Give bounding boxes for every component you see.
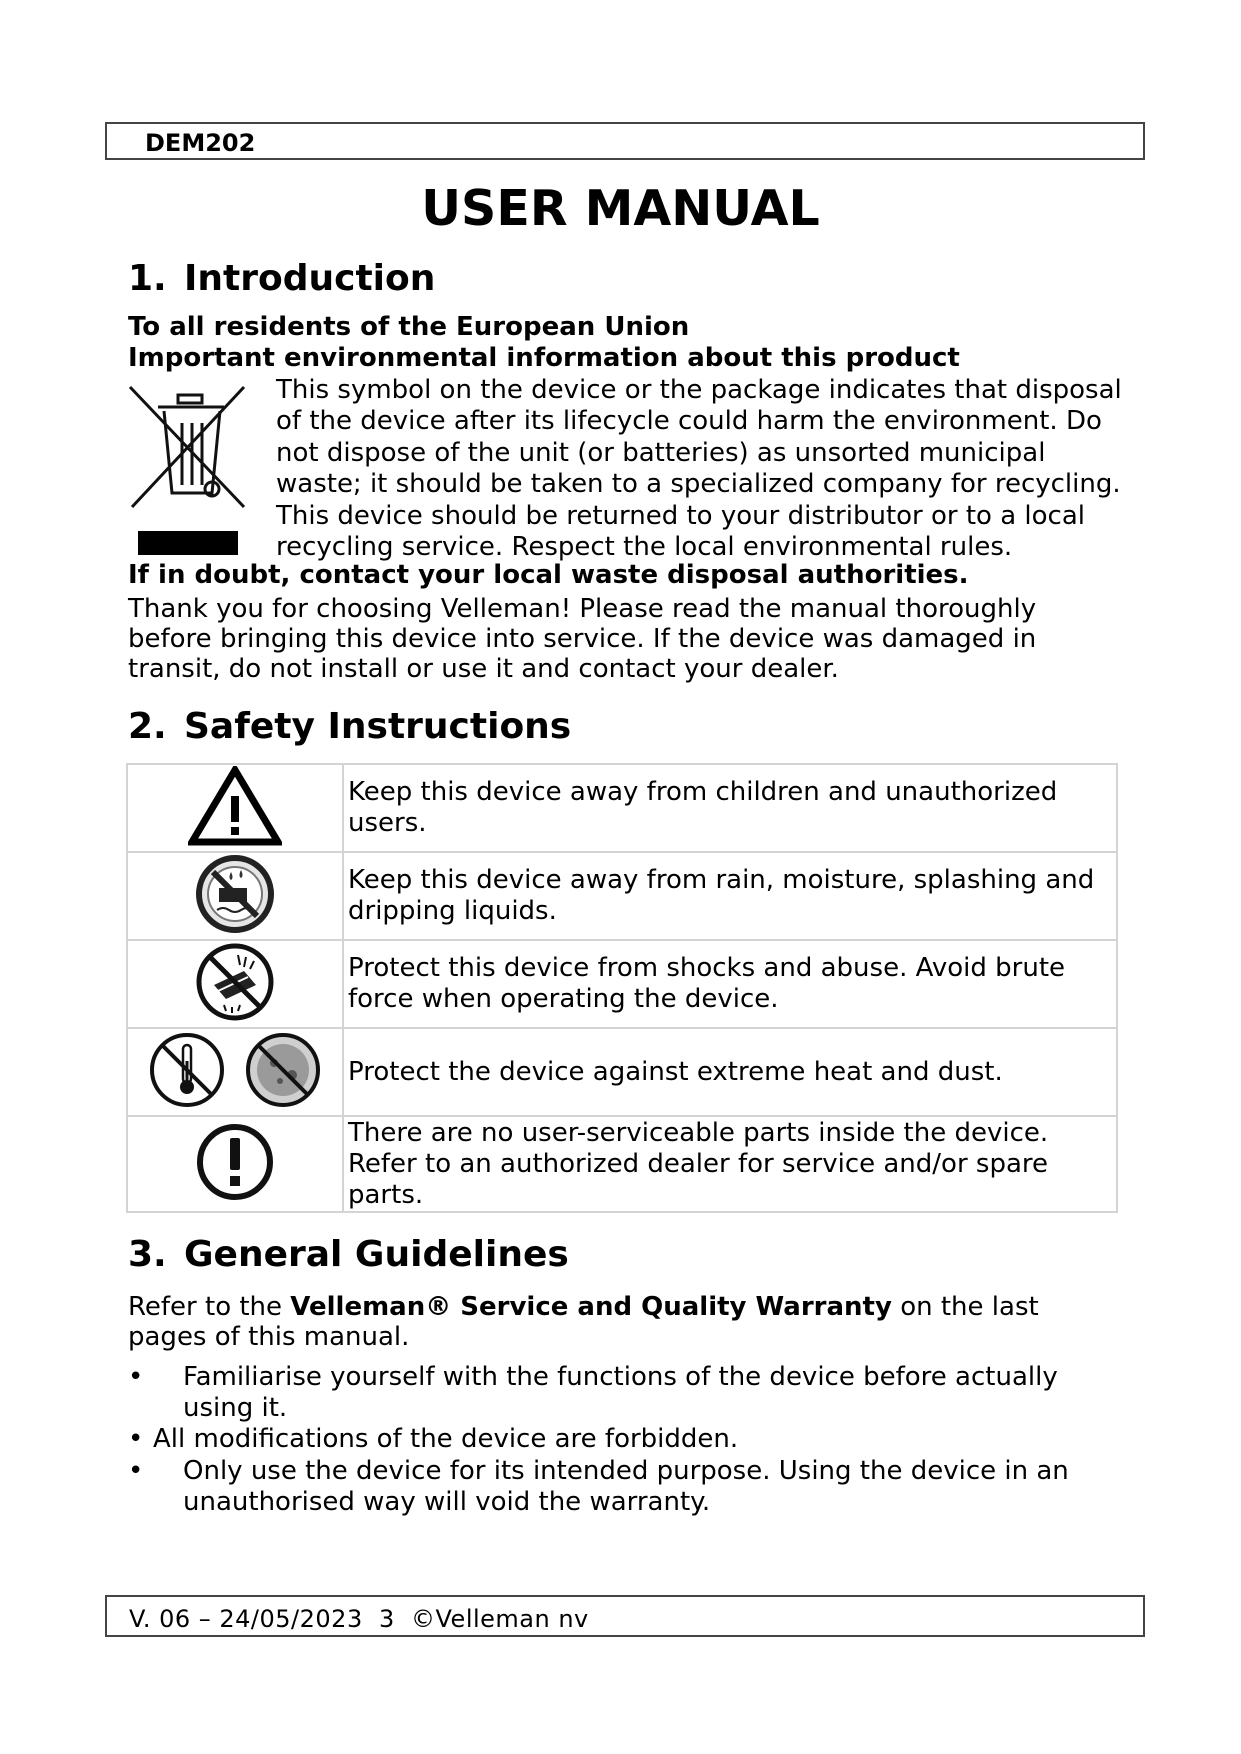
safety-icon-cell <box>127 1116 343 1212</box>
warranty-reference-paragraph <box>128 1292 1118 1352</box>
safety-row <box>127 1116 1117 1212</box>
section-heading-introduction <box>128 258 435 299</box>
safety-text: Keep this device away from children and unauthorized users. <box>343 764 1117 852</box>
environmental-info-line: Important environmental information about this product <box>128 343 960 373</box>
guideline-bullet: Familiarise yourself with the functions of the device before actually using it. <box>183 1362 1058 1423</box>
crossed-out-bin-icon <box>128 385 248 557</box>
section-title: Introduction <box>184 258 436 299</box>
no-shock-icon <box>194 941 276 1023</box>
section-title: General Guidelines <box>184 1234 569 1275</box>
weee-paragraph: This symbol on the device or the package indicates that disposal of the device after its lifecycle could harm the environment. Do not dispose of the unit (or batteries) as unsorted municipal waste; it should be taken to a specialized company for recycling. This device should be returned to your distributor or to a local recycling service. Respect the local environmental rules. <box>276 375 1122 563</box>
no-heat-icon <box>152 1035 222 1105</box>
doubt-line: If in doubt, contact your local waste disposal authorities. <box>128 560 969 590</box>
model-code: DEM202 <box>145 129 256 157</box>
guideline-bullet: All modifications of the device are forbidden. <box>153 1424 739 1454</box>
safety-row <box>127 940 1117 1028</box>
safety-row <box>127 852 1117 940</box>
bullet-marker: • <box>128 1362 144 1392</box>
warning-triangle-icon <box>188 766 282 846</box>
safety-text: Keep this device away from rain, moisture, splashing and dripping liquids. <box>343 852 1117 940</box>
page-header <box>105 122 1145 160</box>
section-heading-safety <box>128 706 571 747</box>
safety-icon-cell <box>127 852 343 940</box>
page-footer <box>105 1595 1145 1637</box>
safety-row <box>127 764 1117 852</box>
exclamation-circle-icon <box>195 1122 275 1202</box>
warranty-name: Velleman® Service and Quality Warranty <box>290 1292 892 1322</box>
safety-icon-cell <box>127 940 343 1028</box>
warranty-text-post: on the last pages of this manual. <box>128 1292 1039 1352</box>
safety-text: There are no user-serviceable parts inside the device. Refer to an authorized dealer for service and/or spare parts. <box>343 1116 1117 1212</box>
footer-text: V. 06 – 24/05/2023 3 ©Velleman nv <box>129 1605 589 1633</box>
thanks-paragraph: Thank you for choosing Velleman! Please read the manual thoroughly before bringing this device into service. If the device was damaged in transit, do not install or use it and contact your dealer. <box>128 594 1037 684</box>
safety-table <box>126 763 1118 1213</box>
document-title: USER MANUAL <box>421 180 820 237</box>
no-heat-no-dust-icon <box>146 1029 324 1111</box>
no-dust-icon <box>248 1035 318 1105</box>
safety-text: Protect this device from shocks and abuse. Avoid brute force when operating the device. <box>343 940 1117 1028</box>
safety-icon-cell <box>127 764 343 852</box>
eu-residents-line: To all residents of the European Union <box>128 312 690 342</box>
section-title: Safety Instructions <box>184 706 572 747</box>
section-heading-guidelines <box>128 1234 569 1275</box>
warranty-text-pre: Refer to the <box>128 1292 291 1322</box>
section-number: 1. <box>128 258 167 299</box>
section-number: 2. <box>128 706 167 747</box>
safety-icon-cell <box>127 1028 343 1116</box>
safety-text: Protect the device against extreme heat and dust. <box>343 1028 1117 1116</box>
section-number: 3. <box>128 1234 167 1275</box>
bullet-marker: • <box>128 1424 144 1454</box>
safety-row <box>127 1028 1117 1116</box>
bullet-marker: • <box>128 1456 144 1486</box>
no-liquids-icon <box>195 854 275 934</box>
guideline-bullet: Only use the device for its intended purpose. Using the device in an unauthorised way will void the warranty. <box>183 1456 1069 1517</box>
